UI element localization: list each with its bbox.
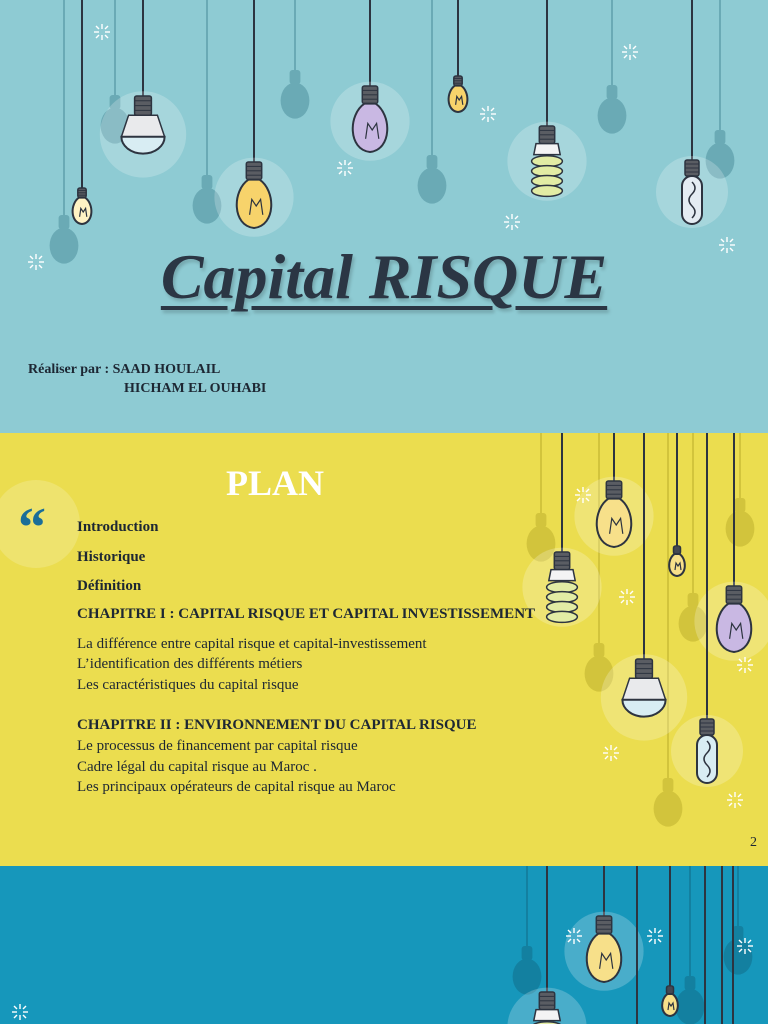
toc-subitem: Les principaux opérateurs de capital risque au Maroc bbox=[77, 779, 396, 795]
toc-subitem: Le processus de financement par capital risque bbox=[77, 738, 358, 754]
toc-chapter-1: CHAPITRE I : CAPITAL RISQUE ET CAPITAL INVESTISSEMENT bbox=[77, 606, 536, 622]
toc-item-definition: Définition bbox=[77, 578, 142, 594]
toc-subitem: Cadre légal du capital risque au Maroc . bbox=[77, 759, 317, 775]
light-bulb-icon bbox=[676, 866, 705, 1024]
light-bulb-icon bbox=[656, 0, 728, 228]
sparkle-icon bbox=[619, 589, 635, 605]
light-bulb-icon bbox=[726, 433, 755, 547]
light-bulb-icon bbox=[507, 0, 586, 201]
light-bulb-icon bbox=[418, 0, 447, 204]
light-bulb-icon bbox=[513, 866, 542, 995]
page-number: 2 bbox=[750, 835, 757, 850]
light-bulb-icon bbox=[73, 0, 92, 224]
light-bulb-icon bbox=[669, 433, 685, 576]
author-line-1: Réaliser par : SAAD HOULAIL bbox=[28, 362, 221, 377]
light-bulb-icon bbox=[330, 0, 409, 161]
light-bulb-icon bbox=[527, 433, 556, 562]
light-bulb-icon bbox=[100, 0, 186, 178]
sparkle-icon bbox=[94, 24, 110, 40]
toc-item-historique: Historique bbox=[77, 549, 146, 565]
quote-icon: “ bbox=[18, 497, 46, 559]
light-bulb-icon bbox=[724, 866, 753, 975]
toc-subitem: La différence entre capital risque et capital-investissement bbox=[77, 636, 427, 652]
light-bulb-icon bbox=[694, 433, 768, 661]
light-bulb-icon bbox=[706, 0, 735, 179]
toc-subitem: Les caractéristiques du capital risque bbox=[77, 677, 299, 693]
sparkle-icon bbox=[603, 745, 619, 761]
next-slide-preview bbox=[0, 866, 768, 1024]
light-bulb-icon bbox=[50, 0, 79, 264]
plan-title: PLAN bbox=[226, 463, 324, 503]
sparkle-icon bbox=[622, 44, 638, 60]
light-bulb-icon bbox=[564, 866, 643, 991]
light-bulbs-decoration bbox=[0, 866, 768, 1024]
title-slide bbox=[0, 0, 768, 433]
light-bulb-icon bbox=[662, 866, 678, 1016]
presentation-title: Capital RISQUE bbox=[160, 241, 608, 312]
sparkle-icon bbox=[504, 214, 520, 230]
author-line-2: HICHAM EL OUHABI bbox=[124, 381, 267, 396]
toc-chapter-2: CHAPITRE II : ENVIRONNEMENT DU CAPITAL RISQUE bbox=[77, 717, 477, 733]
sparkle-icon bbox=[480, 106, 496, 122]
sparkle-icon bbox=[727, 792, 743, 808]
sparkle-icon bbox=[737, 657, 753, 673]
light-bulb-icon bbox=[214, 0, 293, 237]
sparkle-icon bbox=[12, 1004, 28, 1020]
light-bulb-icon bbox=[449, 0, 468, 112]
sparkle-icon bbox=[647, 928, 663, 944]
light-bulb-icon bbox=[281, 0, 310, 119]
sparkle-icon bbox=[337, 160, 353, 176]
toc-subitem: L’identification des différents métiers bbox=[77, 656, 303, 672]
light-bulb-icon bbox=[598, 0, 627, 134]
toc-item-introduction: Introduction bbox=[77, 519, 159, 535]
